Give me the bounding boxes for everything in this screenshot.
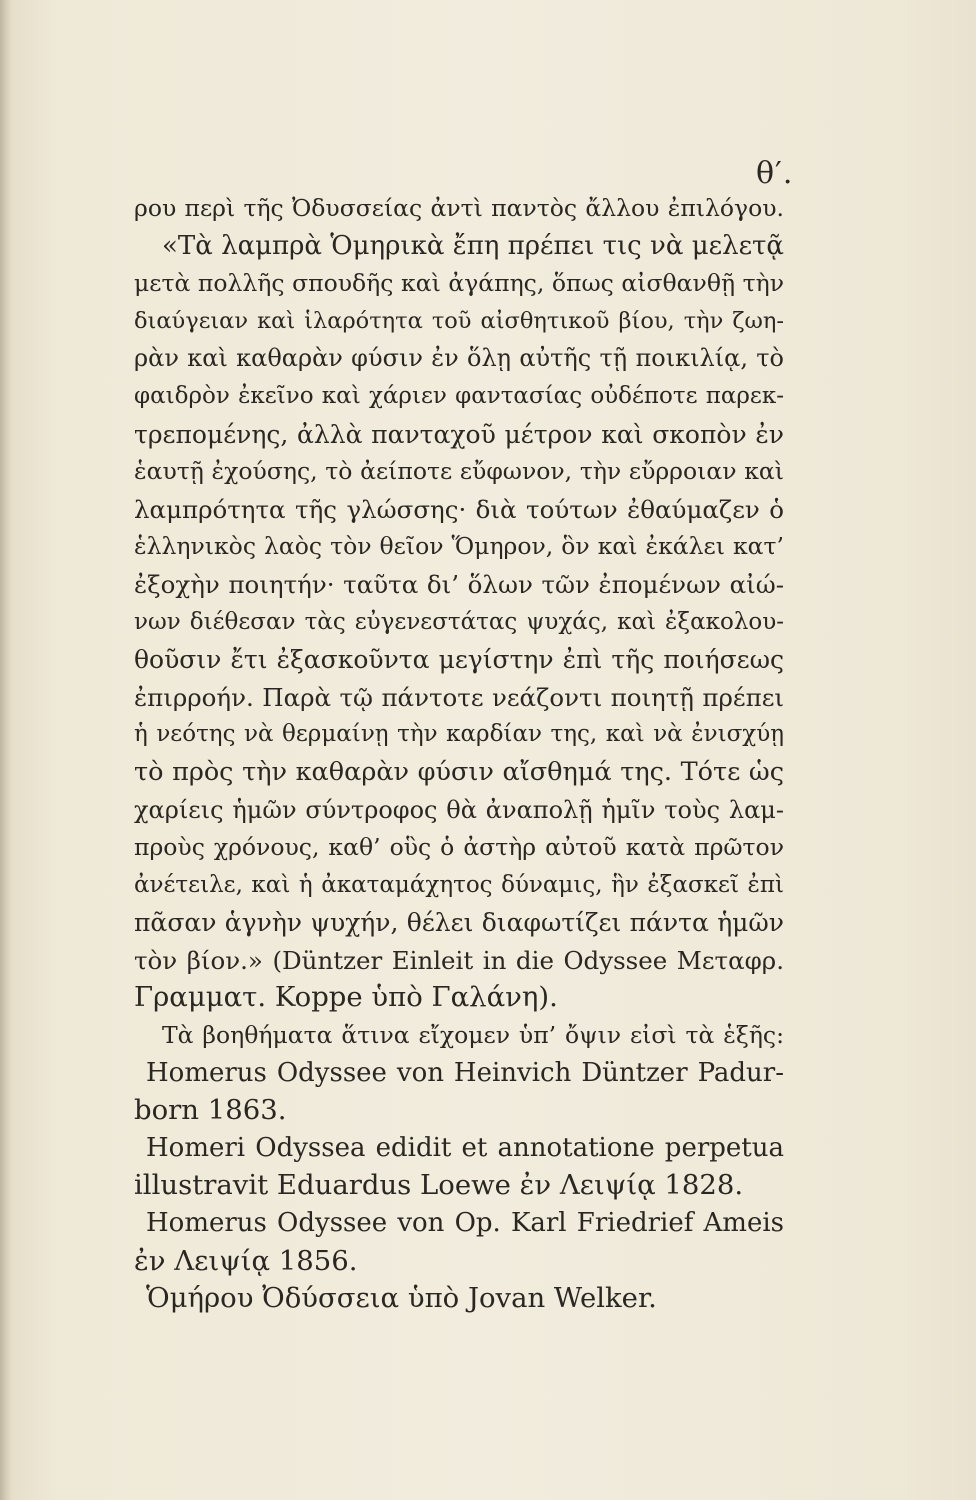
text-line: λαμπρότητα τῆς γλώσσης· διὰ τούτων ἐθαύμαζεν ὁ (134, 494, 784, 524)
text-line: φαιδρὸν ἐκεῖνο καὶ χάριεν φαντασίας οὐδέποτε παρεκ- (134, 382, 784, 409)
text-line: πᾶσαν ἁγνὴν ψυχήν, θέλει διαφωτίζει πάντα ἡμῶν (134, 908, 784, 938)
text-line: τρεπομένης, ἀλλὰ πανταχοῦ μέτρον καὶ σκοπὸν ἐν (134, 419, 784, 449)
text-line: ρου περὶ τῆς Ὀδυσσείας ἀντὶ παντὸς ἄλλου ἐπιλόγου. (134, 194, 784, 222)
text-line: illustravit Eduardus Loewe ἐν Λειψίᾳ 1828. (134, 1169, 744, 1202)
text-line: νων διέθεσαν τὰς εὐγενεστάτας ψυχάς, καὶ ἐξακολου- (134, 608, 784, 635)
text-line: Τὰ βοηθήματα ἅτινα εἴχομεν ὑπ’ ὄψιν εἰσὶ τὰ ἑξῆς: (162, 1021, 784, 1050)
text-line: θοῦσιν ἔτι ἐξασκοῦντα μεγίστην ἐπὶ τῆς ποιήσεως (134, 645, 784, 675)
text-line: προὺς χρόνους, καθ’ οὓς ὁ ἀστὴρ αὐτοῦ κατὰ πρῶτον (134, 833, 784, 862)
page-binding-edge (0, 0, 12, 1500)
text-line: τὸν βίον.» (Düntzer Einleit in die Odyssee Μεταφρ. (134, 945, 784, 975)
text-line: ἀνέτειλε, καὶ ἡ ἀκαταμάχητος δύναμις, ἣν ἐξασκεῖ ἐπὶ (134, 871, 784, 898)
text-line: διαύγειαν καὶ ἱλαρότητα τοῦ αἰσθητικοῦ βίου, τὴν ζωη- (134, 307, 784, 334)
text-line: Homerus Odyssee von Op. Karl Friedrief Ameis (146, 1208, 784, 1239)
text-line: ἡ νεότης νὰ θερμαίνῃ τὴν καρδίαν της, καὶ νὰ ἐνισχύῃ (134, 721, 784, 748)
text-line: Ὁμήρου Ὀδύσσεια ὑπὸ Jovan Welker. (146, 1282, 657, 1315)
text-line: «Τὰ λαμπρὰ Ὁμηρικὰ ἔπη πρέπει τις νὰ μελετᾷ (162, 230, 784, 261)
page-number: θ′. (756, 156, 794, 191)
body-text (134, 190, 784, 1318)
text-line: born 1863. (134, 1094, 287, 1127)
text-line: Γραμματ. Koppe ὑπὸ Γαλάνη). (134, 981, 558, 1014)
text-line: χαρίεις ἡμῶν σύντροφος θὰ ἀναπολῇ ἡμῖν τοὺς λαμ- (134, 795, 784, 824)
text-line: Homerus Odyssee von Heinvich Düntzer Padur- (146, 1057, 784, 1088)
text-line: ἑαυτῇ ἐχούσης, τὸ ἀείποτε εὔφωνον, τὴν εὔρροιαν καὶ (134, 457, 784, 486)
text-line: ἑλληνικὸς λαὸς τὸν θεῖον Ὅμηρον, ὃν καὶ ἐκάλει κατ’ (134, 532, 784, 561)
text-line: μετὰ πολλῆς σπουδῆς καὶ ἀγάπης, ὅπως αἰσθανθῇ τὴν (134, 269, 784, 298)
text-line: ἐξοχὴν ποιητήν· ταῦτα δι’ ὅλων τῶν ἐπομένων αἰώ- (134, 569, 784, 599)
text-line: ἐν Λειψίᾳ 1856. (134, 1244, 358, 1277)
text-line: ἐπιρροήν. Παρὰ τῷ πάντοτε νεάζοντι ποιητῇ πρέπει (134, 682, 784, 712)
text-line: Homeri Odyssea edidit et annotatione perpetua (146, 1132, 784, 1163)
text-line: ρὰν καὶ καθαρὰν φύσιν ἐν ὅλῃ αὐτῆς τῇ ποικιλίᾳ, τὸ (134, 344, 784, 373)
text-line: τὸ πρὸς τὴν καθαρὰν φύσιν αἴσθημά της. Τότε ὡς (134, 756, 784, 787)
